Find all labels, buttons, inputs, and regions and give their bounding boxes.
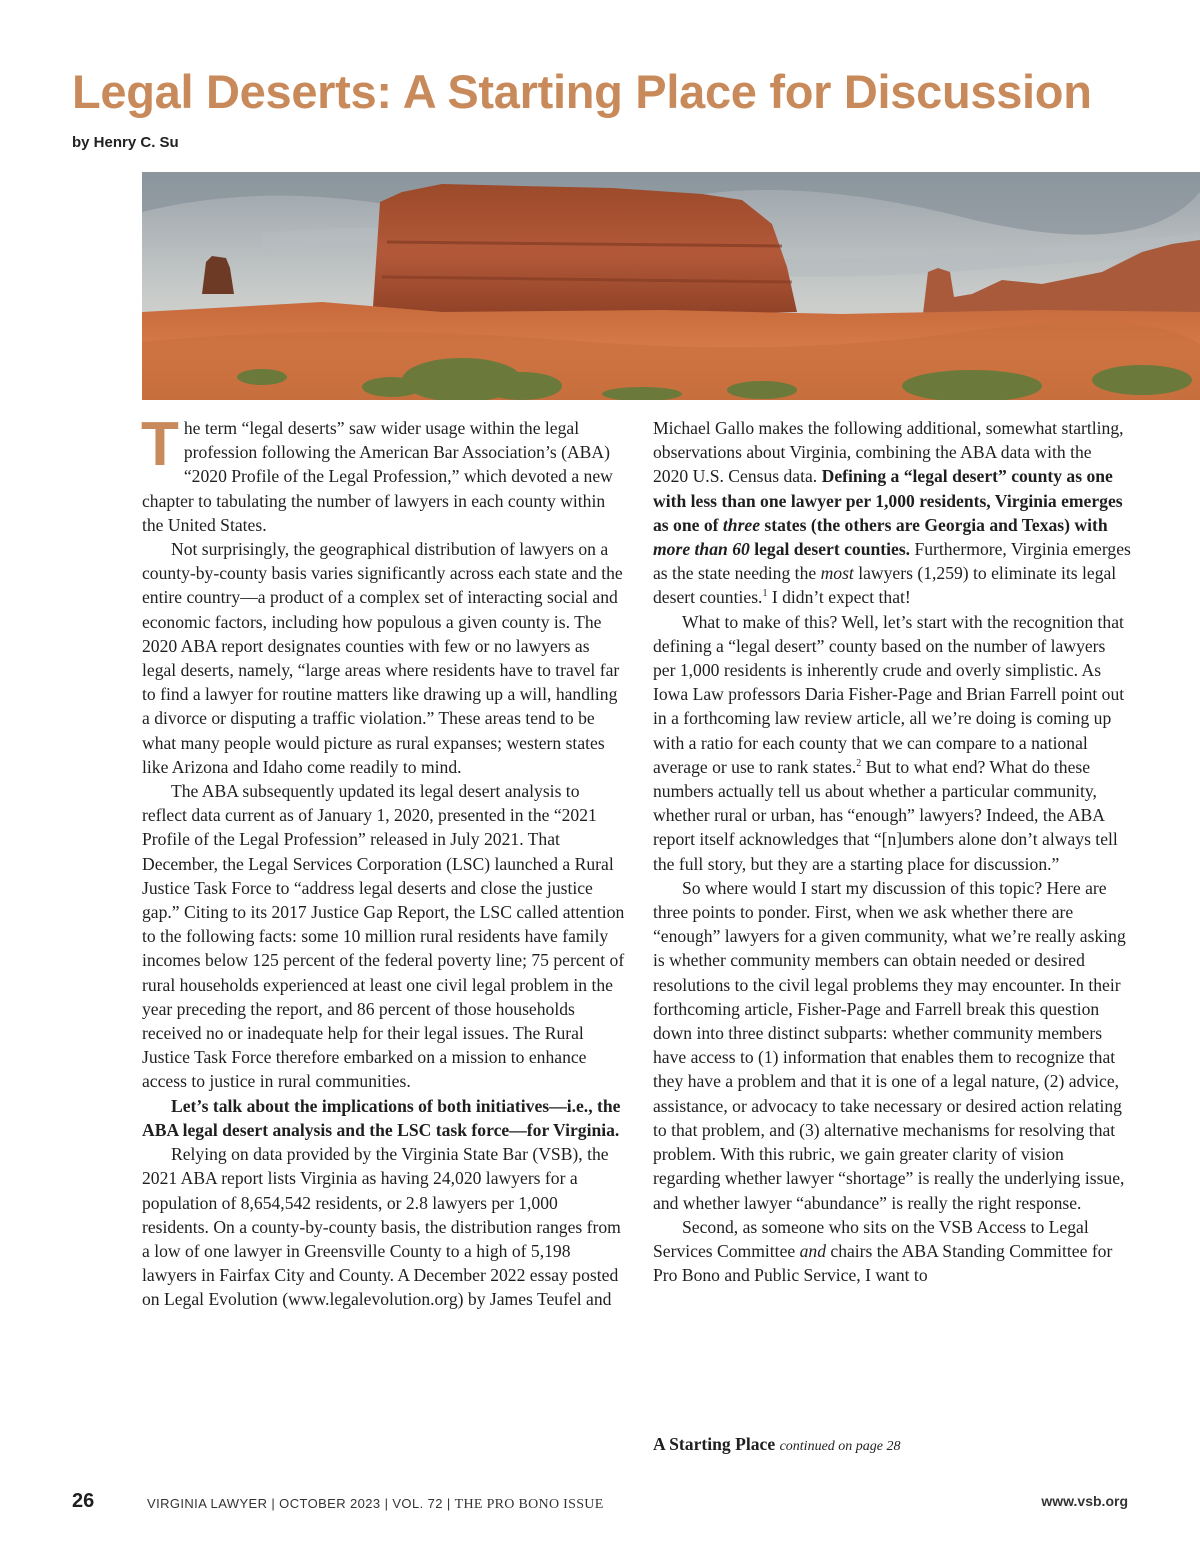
text-run: Defining a “legal desert” county as one with less than one lawyer per 1,000 residents, Virginia emerges as one of	[653, 466, 1123, 535]
continuation-note	[653, 1434, 901, 1455]
text-run: What to make of this? Well, let’s start with the recognition that defining a “legal desert” county based on the number of lawyers per 1,000 residents is inherently crude and overly simplistic. As Iowa Law professors Daria Fisher-Page and Brian Farrell point out in a forthcoming law review article, all we’re doing is coming up with a ratio for each county that we can compare to a national average or use to rank states.	[653, 611, 1125, 777]
paragraph: The ABA subsequently updated its legal desert analysis to reflect data current as of January 1, 2020, presented in the “2021 Profile of the Legal Profession” released in July 2021. That December, the Legal Services Corporation (LSC) launched a Rural Justice Task Force to “address legal deserts and close the justice gap.” Citing to its 2017 Justice Gap Report, the LSC called attention to the following facts: some 10 million rural residents have family incomes below 125 percent of the federal poverty line; 75 percent of rural households experienced at least one civil legal problem in the year preceding the report, and 86 percent of those households received no or inadequate help for their legal issues. The Rural Justice Task Force therefore embarked on a mission to enhance access to justice in rural communities.	[142, 781, 625, 1092]
footnote-marker: 1	[762, 588, 768, 600]
italic-text: most	[820, 563, 854, 584]
text-run: I didn’t expect that!	[767, 587, 911, 608]
bold-text: Let’s talk about the implications of both initiatives—i.e., the ABA legal desert analysis and the LSC task force—for Virginia.	[142, 1095, 621, 1140]
publication-info: VIRGINIA LAWYER | OCTOBER 2023 | VOL. 72 |	[147, 1496, 455, 1511]
continued-page-ref: continued on page 28	[779, 1439, 901, 1454]
footer-publication	[147, 1496, 604, 1513]
article-left-column	[141, 410, 628, 1312]
text-run: legal desert counties.	[749, 539, 911, 560]
text-run: Second, as someone who sits on the VSB Access to Legal Services Committee	[653, 1216, 1089, 1261]
continued-label: A Starting Place	[653, 1434, 776, 1454]
paragraph: Not surprisingly, the geographical distribution of lawyers on a county-by-county basis varies significantly across each state and the entire country—a product of a complex set of interacting social and economic factors, including how populous a given county is. The 2020 ABA report designates counties with few or no lawyers as legal deserts, namely, “large areas where residents have to travel far to find a lawyer for routine matters like drawing up a will, handling a divorce or disputing a traffic violation.” These areas tend to be what many people would picture as rural expanses; western states like Arizona and Idaho come readily to mind.	[142, 539, 623, 777]
italic-text: three	[722, 514, 761, 535]
paragraph: So where would I start my discussion of this topic? Here are three points to ponder. First, when we ask whether there are “enough” lawyers for a given community, what we’re really asking is whether community members can obtain needed or desired resolutions to the civil legal problems they may encounter. In their forthcoming article, Fisher-Page and Farrell break this question down into three distinct subparts: whether community members have access to (1) information that enables them to recognize that they have a problem and that it is one of a legal nature, (2) advice, assistance, or advocacy to take necessary or desired action relating to that problem, and (3) alternative mechanisms for resolving that problem. With this rubric, we gain greater clarity of vision regarding whether lawyer “shortage” is really the underlying issue, and whether lawyer “abundance” is really the right response.	[653, 877, 1126, 1213]
paragraph-text: he term “legal deserts” saw wider usage within the legal profession following the American Bar Association’s (ABA) “2020 Profile of the Legal Profession,” which devoted a new chapter to tabulating the number of lawyers in each county within the United States.	[142, 418, 613, 535]
footer-website: www.vsb.org	[1041, 1493, 1128, 1509]
text-run: chairs the ABA Standing Committee for Pro Bono and Public Service, I want to	[653, 1240, 1113, 1286]
footnote-marker: 2	[856, 757, 862, 769]
text-run: states (the others are Georgia and Texas) with	[760, 514, 1108, 535]
paragraph: Relying on data provided by the Virginia State Bar (VSB), the 2021 ABA report lists Virginia as having 24,020 lawyers for a population of 8,654,542 residents, or 2.8 lawyers per 1,000 residents. On a county-by-county basis, the distribution ranges from a low of one lawyer in Greensville County to a high of 5,198 lawyers in Fairfax City and County. A December 2022 essay posted on Legal Evolution (www.legalevolution.org) by James Teufel and	[142, 1144, 621, 1310]
paragraph-intro	[141, 410, 628, 537]
paragraph	[653, 416, 1131, 610]
page-number: 26	[72, 1490, 95, 1512]
article-right-column	[653, 416, 1131, 1287]
byline: by Henry C. Su	[72, 134, 179, 151]
paragraph-emphasis	[142, 1094, 628, 1142]
paragraph	[653, 610, 1131, 876]
text-run: Furthermore, Virginia emerges as the state needing the	[653, 539, 1131, 584]
article-title: Legal Deserts: A Starting Place for Discussion	[72, 65, 1092, 118]
text-run: Michael Gallo makes the following additional, somewhat startling, observations about Virginia, combining the ABA data with the 2020 U.S. Census data.	[653, 418, 1124, 487]
hero-image	[142, 172, 1200, 400]
text-run: lawyers (1,259) to eliminate its legal desert counties.	[653, 563, 1117, 608]
text-run: But to what end? What do these numbers actually tell us about whether a particular community, whether rural or urban, has “enough” lawyers? Indeed, the ABA report itself acknowledges that “[n]umbers alone don’t always tell the full story, but they are a starting place for discussion.”	[653, 756, 1118, 874]
drop-cap: T	[141, 410, 179, 479]
italic-text: more than 60	[653, 539, 750, 560]
paragraph	[653, 1215, 1131, 1288]
issue-name: THE PRO BONO ISSUE	[454, 1497, 604, 1512]
italic-text: and	[799, 1240, 826, 1261]
